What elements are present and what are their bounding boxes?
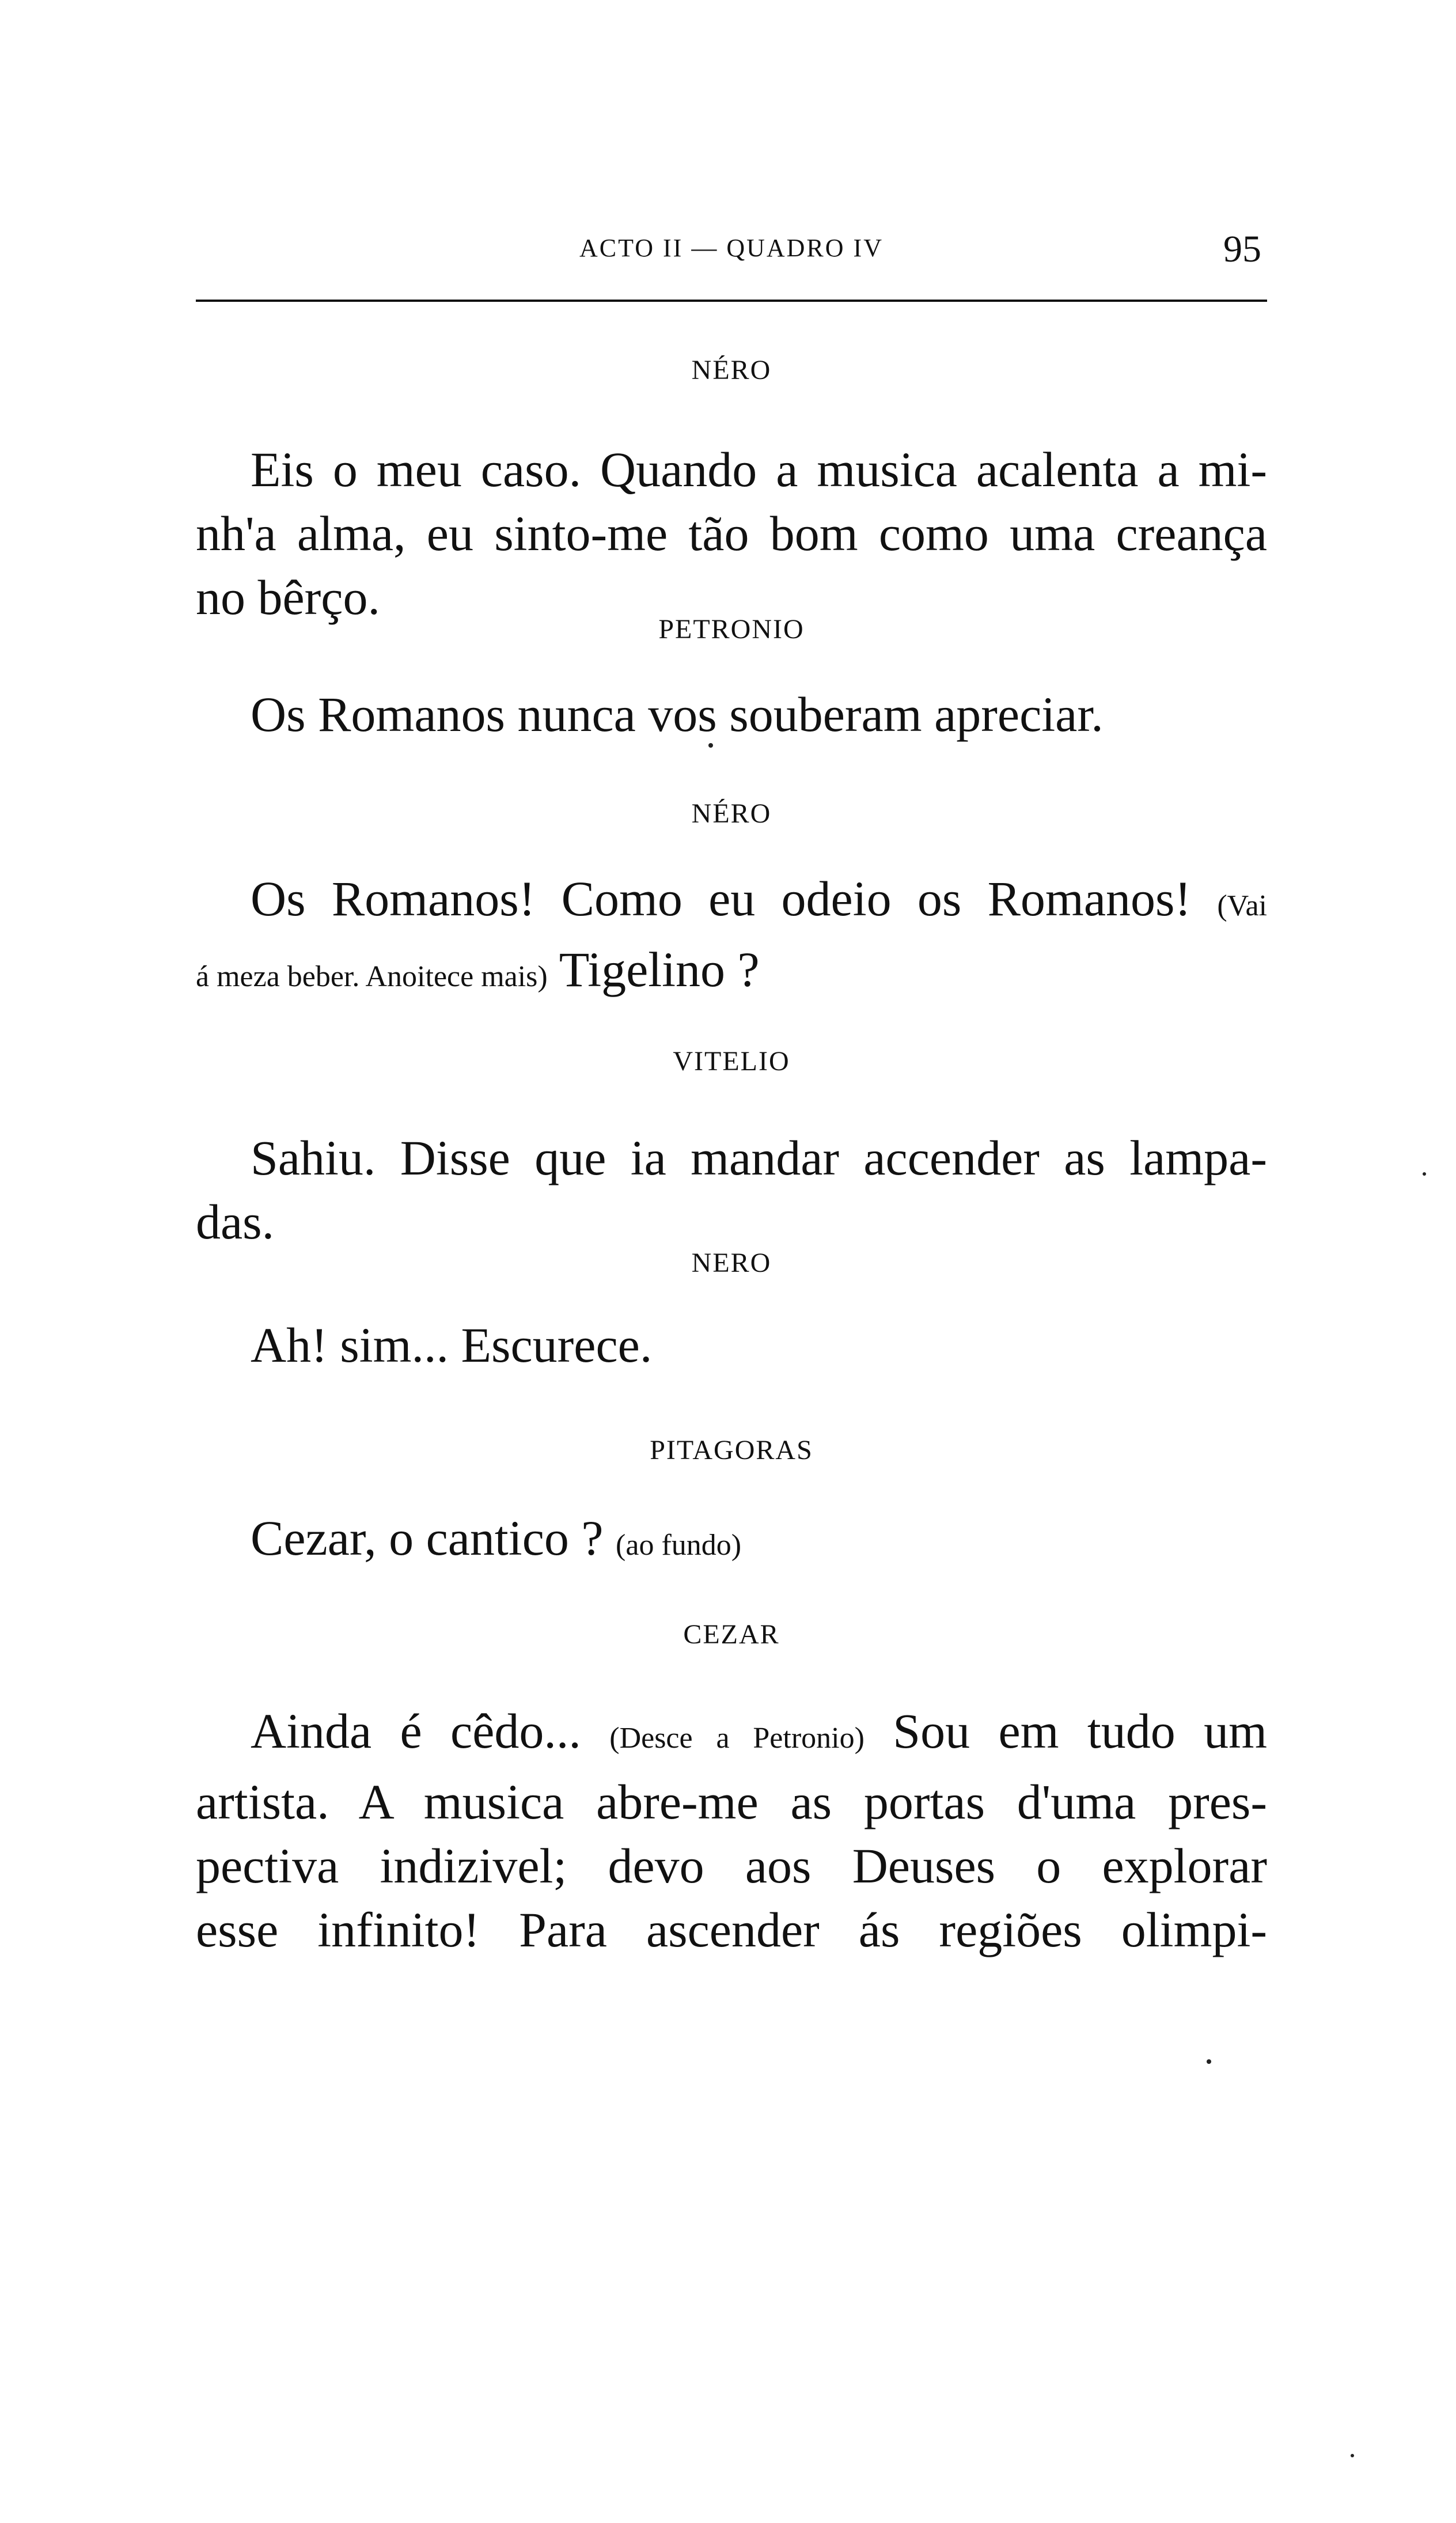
scan-speck (1351, 2454, 1354, 2457)
speaker-name: PITAGORAS (650, 1435, 813, 1465)
scan-speck (1207, 2059, 1211, 2064)
speech-line: Sahiu. Disse que ia mandar accender as lampa- (251, 1130, 1267, 1185)
speaker-name: NÉRO (691, 355, 772, 385)
speech-line: Eis o meu caso. Quando a musica acalenta a mi- (251, 442, 1267, 497)
page-number: 95 (1223, 228, 1261, 270)
speaker-name: NERO (691, 1248, 772, 1278)
speech-line: Cezar, o cantico ? (ao fundo) (251, 1510, 742, 1566)
scan-speck (1423, 1172, 1426, 1176)
speech-line: pectiva indizivel; devo aos Deuses o explorar (196, 1838, 1267, 1893)
speech-line: artista. A musica abre-me as portas d'uma pres- (196, 1774, 1267, 1829)
speech-line: das. (196, 1194, 275, 1249)
speech-line: Ah! sim... Escurece. (251, 1317, 653, 1373)
speech-paragraph (196, 1126, 1267, 1254)
speech-paragraph (196, 438, 1267, 630)
stage-direction: (ao fundo) (616, 1529, 742, 1562)
speech-line: Os Romanos! Como eu odeio os Romanos! (Vai (251, 871, 1267, 926)
speech-paragraph (196, 683, 1267, 747)
header-rule (196, 300, 1267, 302)
speech-line: nh'a alma, eu sinto-me tão bom como uma creança (196, 506, 1267, 561)
speech-line: Os Romanos nunca vos souberam apreciar. (251, 687, 1104, 742)
speaker-name: VITELIO (673, 1046, 790, 1077)
speech-line: no bêrço. (196, 570, 380, 625)
stage-direction: (Vai (1217, 889, 1267, 922)
stage-direction: (Desce a Petronio) (609, 1722, 864, 1755)
speaker-name: PETRONIO (658, 614, 805, 645)
speech-line: esse infinito! Para ascender ás regiões olimpi- (196, 1902, 1267, 1957)
stage-direction: á meza beber. Anoitece mais) (196, 960, 548, 993)
scan-speck (708, 743, 713, 748)
speaker-name: CEZAR (683, 1619, 780, 1650)
running-header (196, 228, 1267, 291)
speaker-name: NÉRO (691, 798, 772, 829)
speech-line: á meza beber. Anoitece mais) Tigelino ? (196, 942, 760, 997)
speech-paragraph (196, 1313, 1267, 1377)
speech-paragraph (196, 867, 1267, 1009)
running-head: ACTO II — QUADRO IV (579, 234, 884, 262)
speech-paragraph (196, 1699, 1267, 1962)
speech-paragraph (196, 1506, 1267, 1577)
speech-line: Ainda é cêdo... (Desce a Petronio) Sou em tudo um (251, 1703, 1268, 1759)
